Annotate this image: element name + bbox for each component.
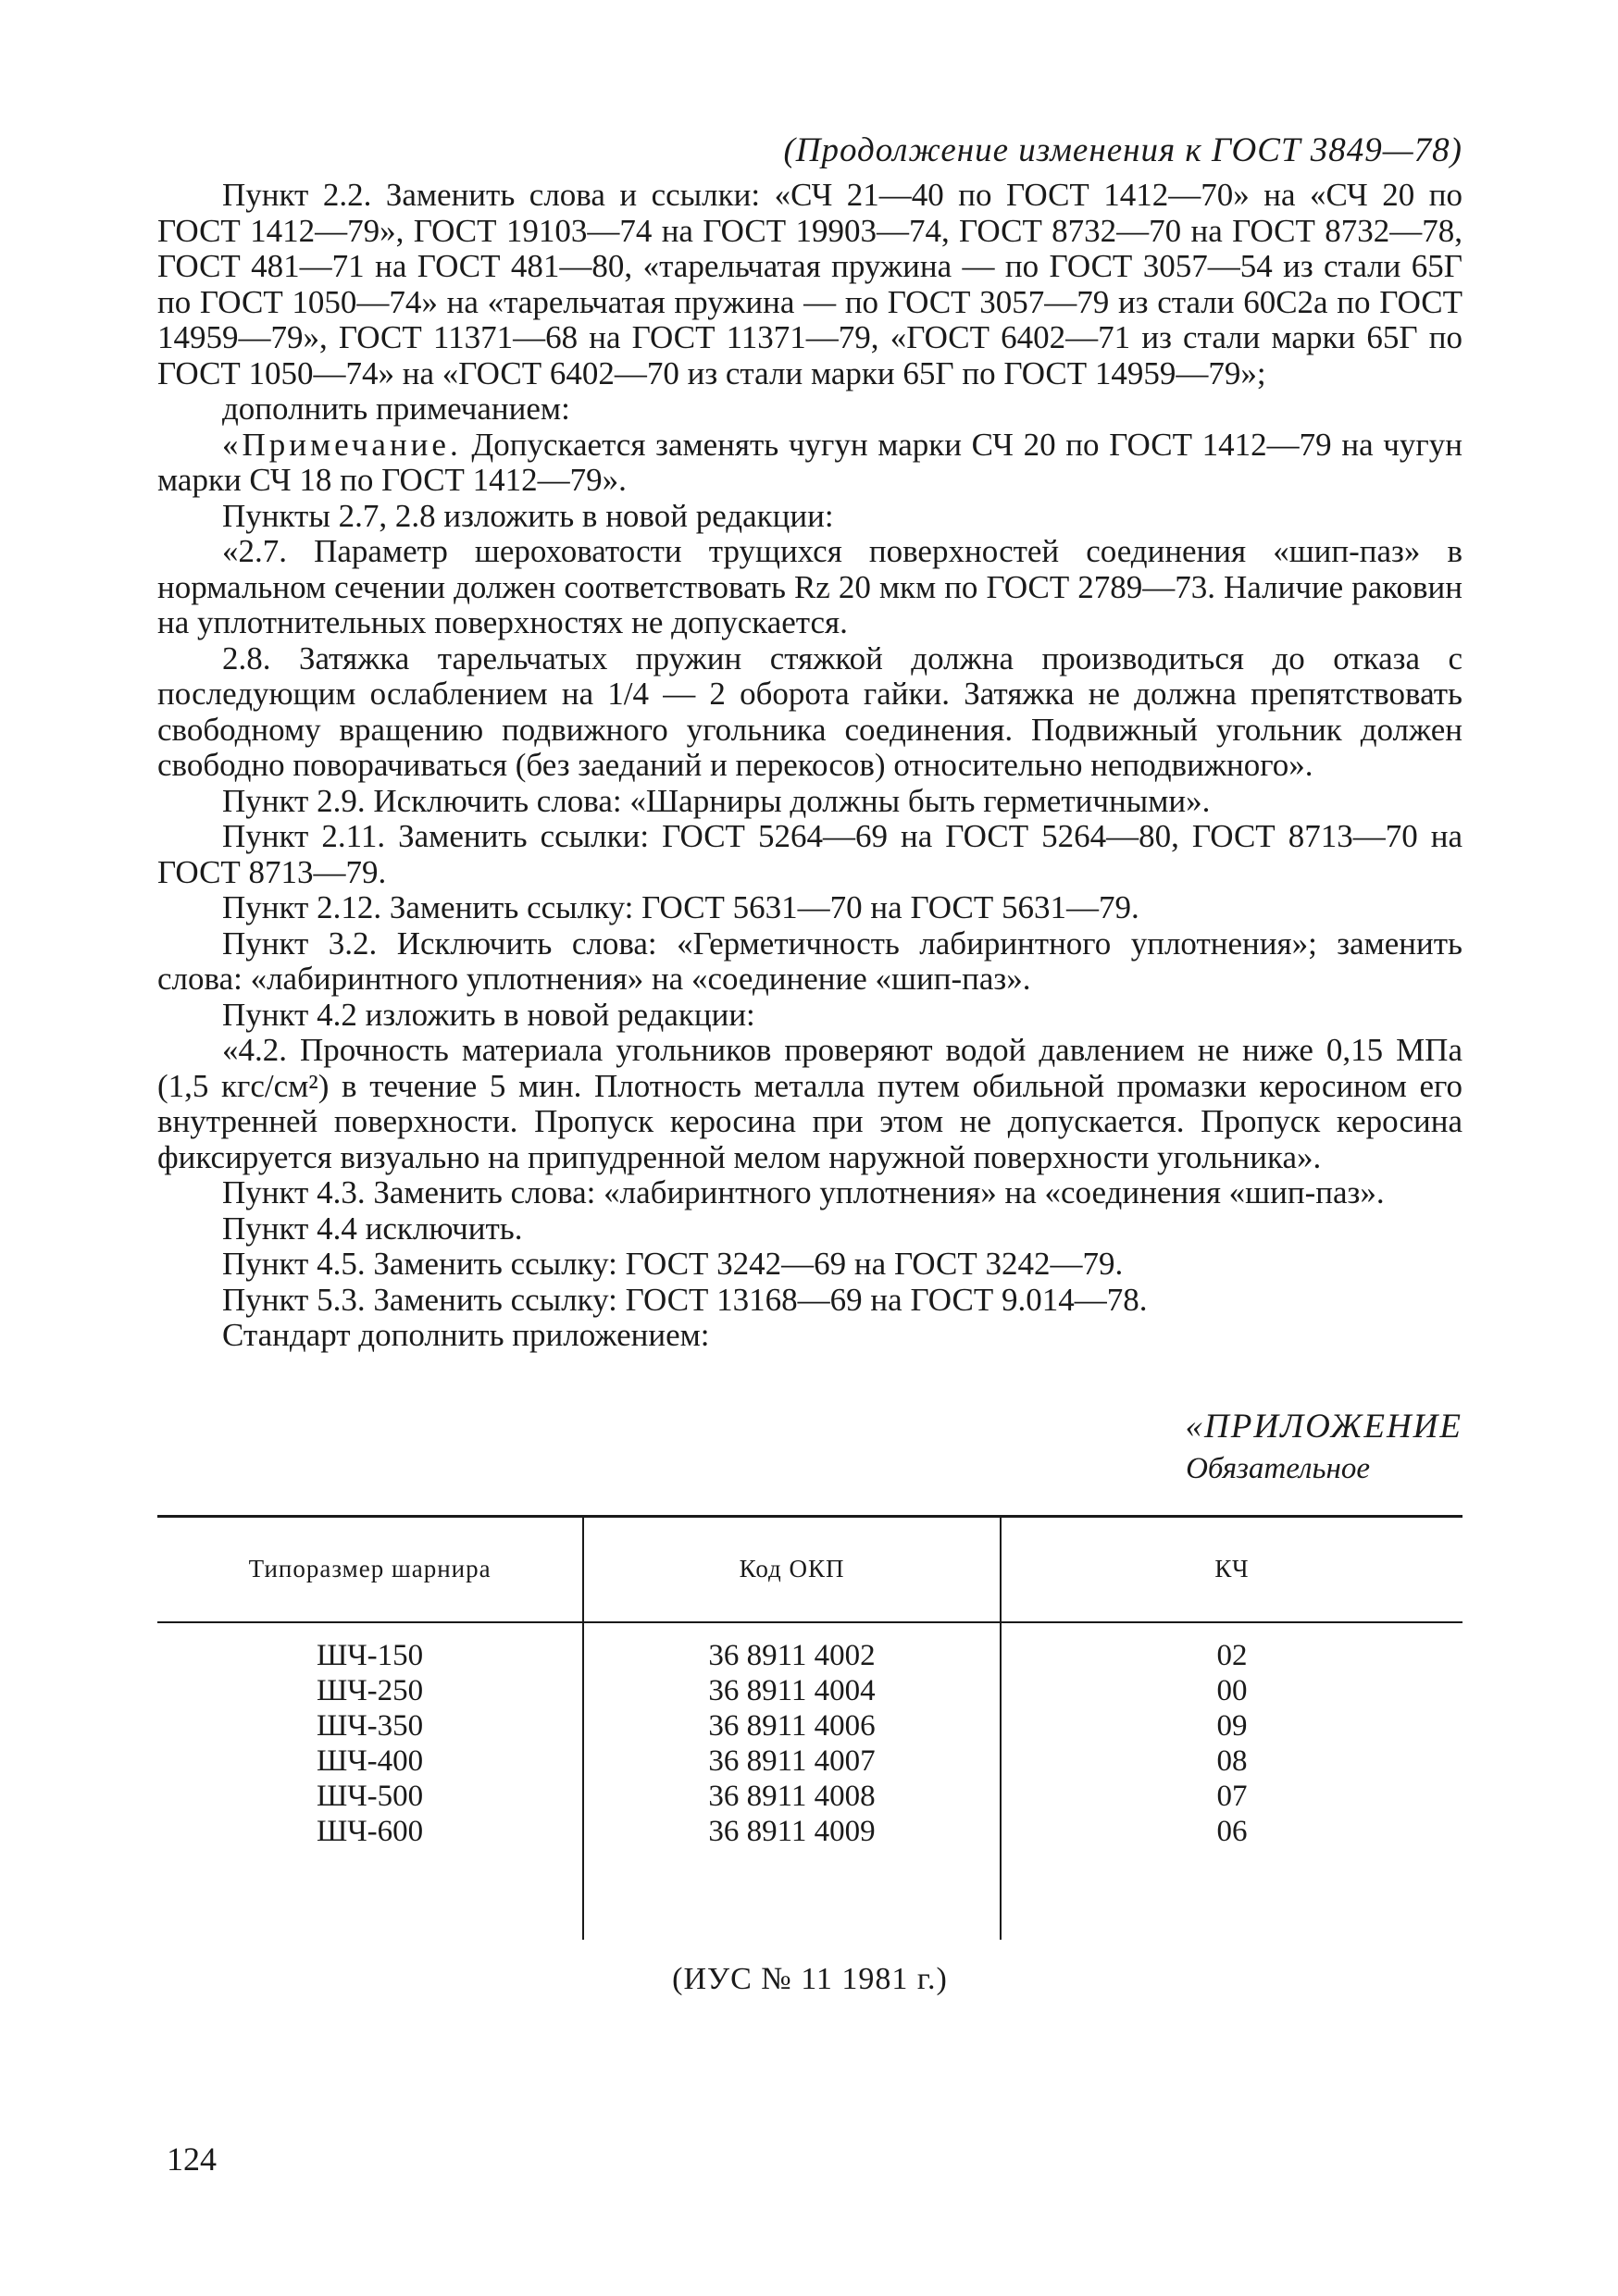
okp-code-cell: 36 8911 4006	[708, 1708, 876, 1743]
note-text: Допускается заменять чугун марки СЧ 20 по ГОСТ 1412—79 на чугун марки СЧ 18 по ГОСТ 1412—79».	[157, 426, 1462, 498]
size-cell: ШЧ-400	[316, 1744, 424, 1778]
kch-cell: 06	[1216, 1814, 1248, 1848]
appendix-title: «ПРИЛОЖЕНИЕ	[1185, 1407, 1462, 1446]
size-cell: ШЧ-600	[316, 1814, 424, 1848]
header-size: Типоразмер шарнира	[248, 1555, 492, 1582]
amendment-text	[157, 178, 1462, 1354]
kch-column	[1001, 1623, 1462, 1850]
size-cell: ШЧ-500	[316, 1779, 424, 1813]
kch-cell: 07	[1216, 1779, 1248, 1813]
paragraph-add-note: дополнить примечанием:	[222, 391, 570, 427]
paragraph-4-3: Пункт 4.3. Заменить слова: «лабиринтного уплотнения» на «соединения «шип-паз».	[222, 1174, 1385, 1210]
header-okp-code: Код ОКП	[583, 1518, 1001, 1621]
paragraph-2-11: Пункт 2.11. Заменить ссылки: ГОСТ 5264—69 на ГОСТ 5264—80, ГОСТ 8713—70 на ГОСТ 8713—79.	[157, 818, 1462, 890]
kch-cell: 00	[1216, 1673, 1248, 1707]
appendix-subtitle: Обязательное	[1186, 1451, 1370, 1485]
paragraph-2-2: Пункт 2.2. Заменить слова и ссылки: «СЧ 21—40 по ГОСТ 1412—70» на «СЧ 20 по ГОСТ 1412—79», ГОСТ 19103—74 на ГОСТ 19903—74, ГОСТ 8732—70 на ГОСТ 8732—78, ГОСТ 481—71 на ГОСТ 481—80, «тарельчатая пружина — по ГОСТ 3057—54 из стали 65Г по ГОСТ 1050—74» на «тарельчатая пружина — по ГОСТ 3057—79 из стали 60С2а по ГОСТ 14959—79», ГОСТ 11371—68 на ГОСТ 11371—79, «ГОСТ 6402—71 из стали марки 65Г по ГОСТ 1050—74» на «ГОСТ 6402—70 из стали марки 65Г по ГОСТ 14959—79»;	[157, 177, 1462, 391]
paragraph-4-4: Пункт 4.4 исключить.	[222, 1210, 523, 1247]
paragraph-5-3: Пункт 5.3. Заменить ссылку: ГОСТ 13168—69 на ГОСТ 9.014—78.	[222, 1281, 1148, 1318]
document-page	[157, 130, 1462, 1997]
table-row	[157, 1623, 1462, 1850]
okp-code-cell: 36 8911 4008	[708, 1779, 876, 1813]
paragraph-2-9: Пункт 2.9. Исключить слова: «Шарниры должны быть герметичными».	[222, 782, 1211, 819]
paragraph-2-7-2-8-intro: Пункты 2.7, 2.8 изложить в новой редакции:	[222, 497, 834, 534]
paragraph-3-2: Пункт 3.2. Исключить слова: «Герметичность лабиринтного уплотнения»; заменить слова: «лабиринтного уплотнения» на «соединение «шип-паз».	[157, 925, 1462, 997]
size-column	[157, 1623, 583, 1850]
page-number: 124	[167, 2141, 217, 2178]
okp-code-cell: 36 8911 4007	[708, 1744, 876, 1778]
continuation-header: (Продолжение изменения к ГОСТ 3849—78)	[783, 131, 1462, 169]
table-spacer-row	[157, 1850, 1462, 1940]
okp-code-cell: 36 8911 4004	[708, 1673, 876, 1707]
paragraph-4-5: Пункт 4.5. Заменить ссылку: ГОСТ 3242—69 на ГОСТ 3242—79.	[222, 1246, 1124, 1282]
note-lead: «Примечание.	[222, 426, 462, 463]
paragraph-2-8: 2.8. Затяжка тарельчатых пружин стяжкой должна производиться до отказа с последующим ослаблением на 1/4 — 2 оборота гайки. Затяжка не должна препятствовать свободному вращению подвижного угольника соединения. Подвижный угольник должен свободно поворачиваться (без заеданий и перекосов) относительно неподвижного».	[157, 639, 1462, 783]
okp-table-grid	[157, 1518, 1462, 1621]
paragraph-4-2-intro: Пункт 4.2 изложить в новой редакции:	[222, 996, 755, 1033]
kch-cell: 02	[1216, 1638, 1248, 1672]
paragraph-4-2: «4.2. Прочность материала угольников проверяют водой давлением не ниже 0,15 МПа (1,5 кгс/см²) в течение 5 мин. Плотность металла путем обильной промазки керосином его внутренней поверхности. Пропуск керосина при этом не допускается. Пропуск керосина фиксируется визуально на припудренной мелом наружной поверхности угольника».	[157, 1032, 1462, 1175]
paragraph-note	[157, 428, 1462, 499]
ius-reference: (ИУС № 11 1981 г.)	[672, 1961, 948, 1996]
okp-table	[157, 1515, 1462, 1940]
paragraph-2-7: «2.7. Параметр шероховатости трущихся поверхностей соединения «шип-паз» в нормальном сечении должен соответствовать Rz 20 мкм по ГОСТ 2789—73. Наличие раковин на уплотнительных поверхностях не допускается.	[157, 533, 1462, 640]
okp-code-column	[583, 1623, 1001, 1850]
paragraph-appendix-intro: Стандарт дополнить приложением:	[222, 1317, 710, 1353]
okp-table-body	[157, 1623, 1462, 1940]
table-header-row	[157, 1518, 1462, 1621]
okp-code-cell: 36 8911 4002	[708, 1638, 876, 1672]
appendix-heading	[157, 1406, 1462, 1489]
size-cell: ШЧ-350	[316, 1708, 424, 1743]
paragraph-2-12: Пункт 2.12. Заменить ссылку: ГОСТ 5631—70 на ГОСТ 5631—79.	[222, 889, 1139, 925]
size-cell: ШЧ-150	[316, 1638, 424, 1672]
kch-cell: 09	[1216, 1708, 1248, 1743]
size-cell: ШЧ-250	[316, 1673, 424, 1707]
kch-cell: 08	[1216, 1744, 1248, 1778]
header-kch: КЧ	[1214, 1555, 1250, 1582]
okp-code-cell: 36 8911 4009	[708, 1814, 876, 1848]
